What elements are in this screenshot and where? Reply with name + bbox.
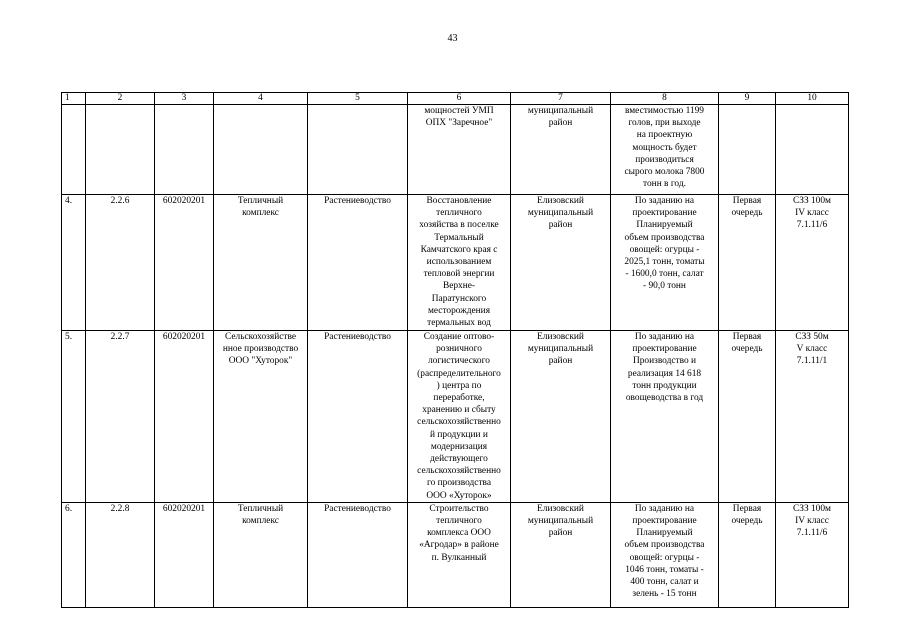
- column-number: 8: [611, 93, 719, 105]
- objects-table: [61, 92, 849, 608]
- description-cell: Восстановление тепличного хозяйства в поселке Термальный Камчатского края с использованием тепловой энергии Верхне- Паратунского месторождения термальных вод: [408, 195, 511, 331]
- note-cell: По заданию на проектирование Планируемый объем производства овощей: огурцы - 1046 тонн, томаты - 400 тонн, салат и зелень - 15 тонн: [611, 502, 719, 607]
- note-cell: По заданию на проектирование Производство и реализация 14 618 тонн продукции овощеводства в год: [611, 331, 719, 503]
- column-number: 1: [62, 93, 86, 105]
- code-cell: 2.2.7: [86, 331, 155, 503]
- column-number: 6: [408, 93, 511, 105]
- name-cell: [214, 105, 308, 195]
- table-row: [62, 195, 849, 331]
- district-cell: Елизовский муниципальный район: [511, 331, 611, 503]
- type-cell: Растениеводство: [308, 195, 408, 331]
- name-cell: Тепличный комплекс: [214, 502, 308, 607]
- district-cell: Елизовский муниципальный район: [511, 502, 611, 607]
- name-cell: Тепличный комплекс: [214, 195, 308, 331]
- id-cell: 602020201: [155, 195, 214, 331]
- name-cell: Сельскохозяйстве нное производство ООО "Хуторок": [214, 331, 308, 503]
- szz-cell: СЗЗ 100м IV класс 7.1.11/6: [776, 195, 849, 331]
- district-cell: Елизовский муниципальный район: [511, 195, 611, 331]
- code-cell: 2.2.6: [86, 195, 155, 331]
- description-cell: Строительство тепличного комплекса ООО «Агродар» в районе п. Вулканный: [408, 502, 511, 607]
- row-number-cell: 4.: [62, 195, 86, 331]
- table-row: [62, 502, 849, 607]
- code-cell: 2.2.8: [86, 502, 155, 607]
- type-cell: [308, 105, 408, 195]
- szz-cell: СЗЗ 50м V класс 7.1.11/1: [776, 331, 849, 503]
- column-number: 9: [719, 93, 776, 105]
- table-row: [62, 105, 849, 195]
- column-number: 2: [86, 93, 155, 105]
- note-cell: По заданию на проектирование Планируемый объем производства овощей: огурцы - 2025,1 тонн, томаты - 1600,0 тонн, салат - 90,0 тонн: [611, 195, 719, 331]
- queue-cell: Первая очередь: [719, 331, 776, 503]
- type-cell: Растениеводство: [308, 502, 408, 607]
- queue-cell: Первая очередь: [719, 502, 776, 607]
- column-number-row: [62, 93, 849, 105]
- type-cell: Растениеводство: [308, 331, 408, 503]
- id-cell: 602020201: [155, 502, 214, 607]
- column-number: 4: [214, 93, 308, 105]
- district-cell: муниципальный район: [511, 105, 611, 195]
- description-cell: Создание оптово- розничного логистического (распределительного ) центра по переработке, хранению и сбыту сельскохозяйственно й продукции и модернизация действующего сельскохозяйственно го производства ООО «Хуторок»: [408, 331, 511, 503]
- code-cell: [86, 105, 155, 195]
- column-number: 10: [776, 93, 849, 105]
- column-number: 5: [308, 93, 408, 105]
- queue-cell: Первая очередь: [719, 195, 776, 331]
- table-row: [62, 331, 849, 503]
- column-number: 7: [511, 93, 611, 105]
- queue-cell: [719, 105, 776, 195]
- id-cell: 602020201: [155, 331, 214, 503]
- row-number-cell: [62, 105, 86, 195]
- column-number: 3: [155, 93, 214, 105]
- row-number-cell: 5.: [62, 331, 86, 503]
- szz-cell: [776, 105, 849, 195]
- description-cell: мощностей УМП ОПХ "Заречное": [408, 105, 511, 195]
- row-number-cell: 6.: [62, 502, 86, 607]
- page-number: 43: [447, 33, 458, 44]
- id-cell: [155, 105, 214, 195]
- note-cell: вместимостью 1199 голов, при выходе на проектную мощность будет производиться сырого молока 7800 тонн в год.: [611, 105, 719, 195]
- szz-cell: СЗЗ 100м IV класс 7.1.11/6: [776, 502, 849, 607]
